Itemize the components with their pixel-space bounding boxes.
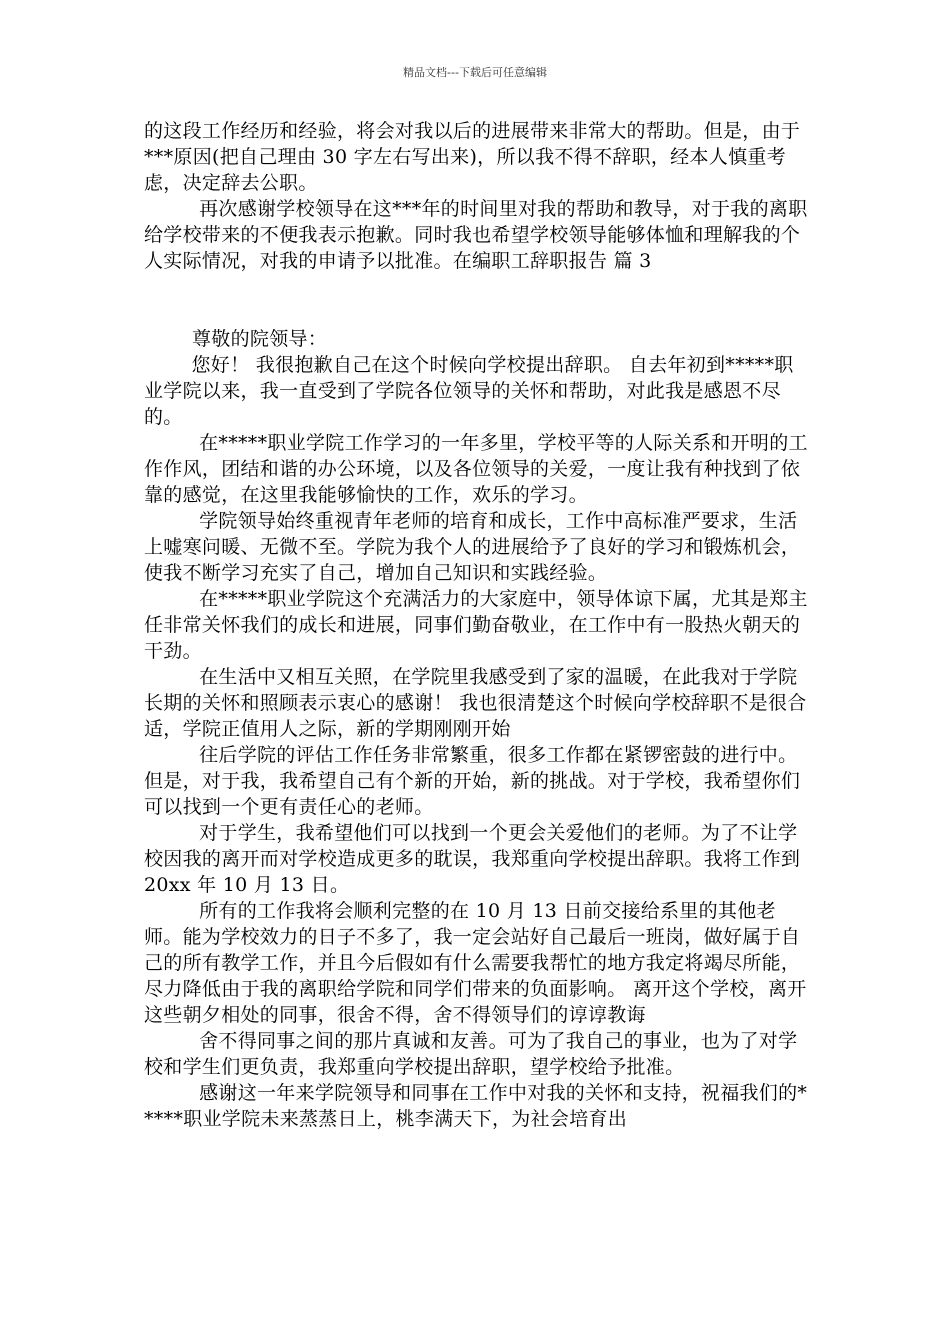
paragraph-evaluation: 往后学院的评估工作任务非常繁重，很多工作都在紧锣密鼓的进行中。但是，对于我，我希望自己有个新的开始，新的挑战。对于学校，我希望你们可以找到一个更有责任心的老师。: [144, 744, 801, 818]
page-header-watermark: 精品文档---下载后可任意编辑: [403, 66, 547, 79]
paragraph-work-study: 在*****职业学院工作学习的一年多里，学校平等的人际关系和开明的工作作风，团结和谐的办公环境，以及各位领导的关爱，一度让我有种找到了依靠的感觉，在这里我能够愉快的工作，欢乐的学习。: [144, 432, 808, 506]
document-body: [144, 118, 808, 1132]
paragraph-handover: 所有的工作我将会顺利完整的在 10 月 13 日前交接给系里的其他老师。能为学校效力的日子不多了，我一定会站好自己最后一班岗，做好属于自己的所有教学工作，并且今后假如有什么需要我帮忙的地方我定将竭尽所能，尽力降低由于我的离职给学院和同学们带来的负面影响。 离开这个学校，离开这些朝夕相处的同事，很舍不得，舍不得领导们的谆谆教诲: [144, 900, 807, 1026]
section-gap: [144, 274, 808, 326]
salutation: 尊敬的院领导：: [192, 328, 328, 350]
paragraph-leadership: 学院领导始终重视青年老师的培育和成长，工作中高标准严要求，生活上嘘寒问暖、无微不至。学院为我个人的进展给予了良好的学习和锻炼机会，使我不断学习充实了自己，增加自己知识和实践经验。: [144, 510, 801, 584]
paragraph-continuation: 的这段工作经历和经验，将会对我以后的进展带来非常大的帮助。但是，由于***原因(把自己理由 30 字左右写出来)，所以我不得不辞职，经本人慎重考虑，决定辞去公职。: [144, 120, 801, 194]
paragraph-life-care: 在生活中又相互关照，在学院里我感受到了家的温暖，在此我对于学院长期的关怀和照顾表示衷心的感谢！ 我也很清楚这个时候向学校辞职不是很合适，学院正值用人之际，新的学期刚刚开始: [144, 666, 807, 740]
paragraph-greeting: 您好！ 我很抱歉自己在这个时候向学校提出辞职。 自去年初到*****职业学院以来，我一直受到了学院各位领导的关怀和帮助，对此我是感恩不尽的。: [144, 354, 794, 428]
paragraph-gratitude: 感谢这一年来学院领导和同事在工作中对我的关怀和支持，祝福我们的*****职业学院未来蒸蒸日上，桃李满天下，为社会培育出: [144, 1082, 808, 1130]
paragraph-thanks: 再次感谢学校领导在这***年的时间里对我的帮助和教导，对于我的离职给学校带来的不便我表示抱歉。同时我也希望学校领导能够体恤和理解我的个人实际情况，对我的申请予以批准。在编职工辞职报告 篇 3: [144, 198, 808, 272]
paragraph-family: 在*****职业学院这个充满活力的大家庭中，领导体谅下属，尤其是郑主任非常关怀我们的成长和进展，同事们勤奋敬业，在工作中有一股热火朝天的干劲。: [144, 588, 808, 662]
paragraph-students: 对于学生，我希望他们可以找到一个更会关爱他们的老师。为了不让学校因我的离开而对学校造成更多的耽误，我郑重向学校提出辞职。我将工作到 20xx 年 10 月 13 日。: [144, 822, 801, 896]
paragraph-reluctance: 舍不得同事之间的那片真诚和友善。可为了我自己的事业，也为了对学校和学生们更负责，我郑重向学校提出辞职，望学校给予批准。: [144, 1030, 798, 1078]
